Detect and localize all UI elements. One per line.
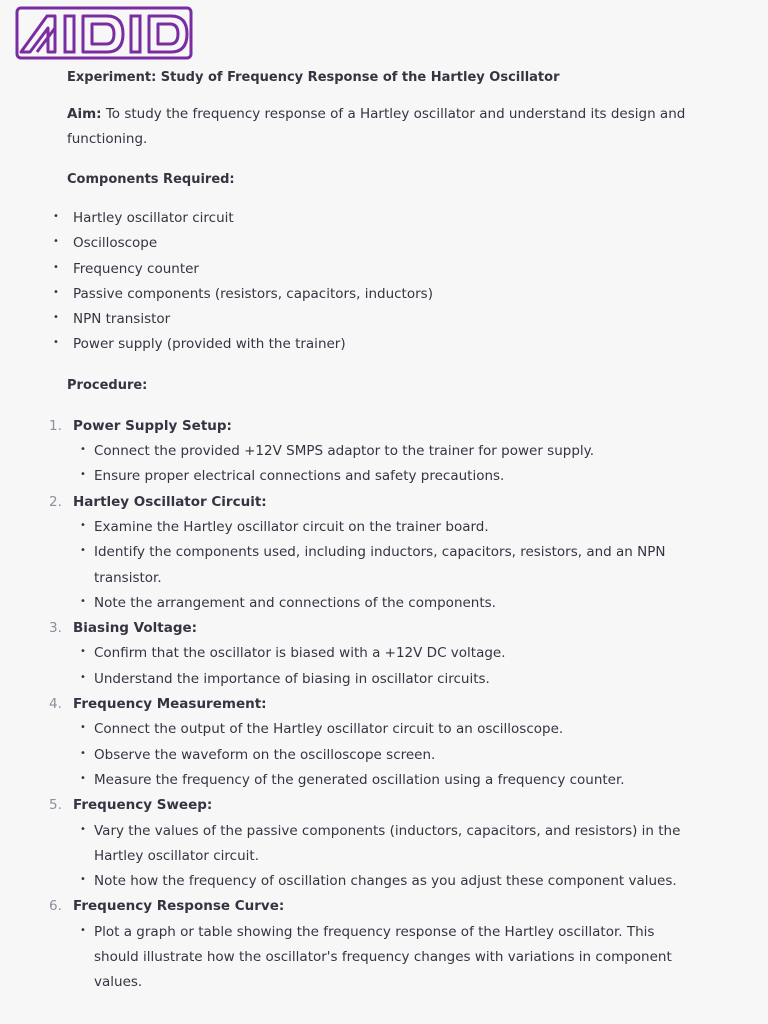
list-item: • Power supply (provided with the trainer) [53, 332, 707, 357]
step-title: Frequency Measurement: [73, 696, 267, 713]
procedure-steps [49, 414, 707, 996]
aim-text: To study the frequency response of a Hartley oscillator and understand its design and functioning. [67, 106, 686, 147]
logo-letter-i2 [131, 16, 140, 52]
step-sublist [73, 920, 707, 996]
components-heading: Components Required: [67, 172, 235, 187]
components-list [53, 206, 707, 358]
procedure-heading: Procedure: [67, 377, 148, 393]
document-title: Experiment: Study of Frequency Response of the Hartley Oscillator [67, 70, 560, 85]
list-item: • Examine the Hartley oscillator circuit on the trainer board. [94, 515, 684, 540]
list-item: • Note how the frequency of oscillation changes as you adjust these component values. [94, 869, 684, 894]
procedure-step [49, 490, 707, 616]
list-item: • Passive components (resistors, capacitors, inductors) [53, 282, 707, 307]
step-sublist [73, 819, 707, 895]
step-number: 5. [49, 797, 62, 814]
step-number: 4. [49, 696, 62, 713]
logo-letter-i1 [65, 16, 74, 52]
procedure-step [49, 894, 707, 995]
list-item: • Connect the output of the Hartley oscillator circuit to an oscilloscope. [94, 717, 684, 742]
step-title: Frequency Sweep: [73, 797, 213, 814]
list-item: • Note the arrangement and connections of the components. [94, 591, 684, 616]
list-item: • Frequency counter [53, 257, 707, 282]
step-title: Hartley Oscillator Circuit: [73, 493, 267, 510]
procedure-step [49, 616, 707, 692]
step-number: 3. [49, 620, 62, 637]
step-title: Power Supply Setup: [73, 417, 232, 434]
step-sublist [73, 515, 707, 616]
step-title: Biasing Voltage: [73, 620, 198, 637]
list-item: • Confirm that the oscillator is biased with a +12V DC voltage. [94, 641, 684, 666]
step-number: 1. [49, 417, 62, 434]
list-item: • Hartley oscillator circuit [53, 206, 707, 231]
list-item: • Plot a graph or table showing the frequency response of the Hartley oscillator. This should illustrate how the oscillator's frequency changes with variations in component values. [94, 920, 684, 996]
list-item: • Vary the values of the passive components (inductors, capacitors, and resistors) in the Hartley oscillator circuit. [94, 819, 684, 870]
list-item: • Ensure proper electrical connections and safety precautions. [94, 464, 684, 489]
aim-label: Aim: [67, 106, 102, 122]
aim-paragraph [67, 102, 707, 152]
logo-mark [15, 6, 195, 60]
list-item: • Observe the waveform on the oscilloscope screen. [94, 743, 684, 768]
list-item: • NPN transistor [53, 307, 707, 332]
list-item: • Connect the provided +12V SMPS adaptor to the trainer for power supply. [94, 439, 684, 464]
aidid-logo [15, 6, 195, 60]
step-number: 6. [49, 898, 62, 915]
list-item: • Oscilloscope [53, 231, 707, 256]
logo-letter-d1 [83, 16, 123, 52]
step-sublist [73, 439, 707, 490]
procedure-step [49, 414, 707, 490]
step-sublist [73, 641, 707, 692]
list-item: • Understand the importance of biasing in oscillator circuits. [94, 667, 684, 692]
list-item: • Measure the frequency of the generated oscillation using a frequency counter. [94, 768, 684, 793]
step-title: Frequency Response Curve: [73, 898, 285, 915]
procedure-step [49, 692, 707, 793]
list-item: • Identify the components used, including inductors, capacitors, resistors, and an NPN transistor. [94, 540, 684, 591]
step-number: 2. [49, 493, 62, 510]
logo-letter-d2 [149, 16, 187, 52]
step-sublist [73, 717, 707, 793]
procedure-step [49, 793, 707, 894]
document-body [49, 68, 707, 996]
